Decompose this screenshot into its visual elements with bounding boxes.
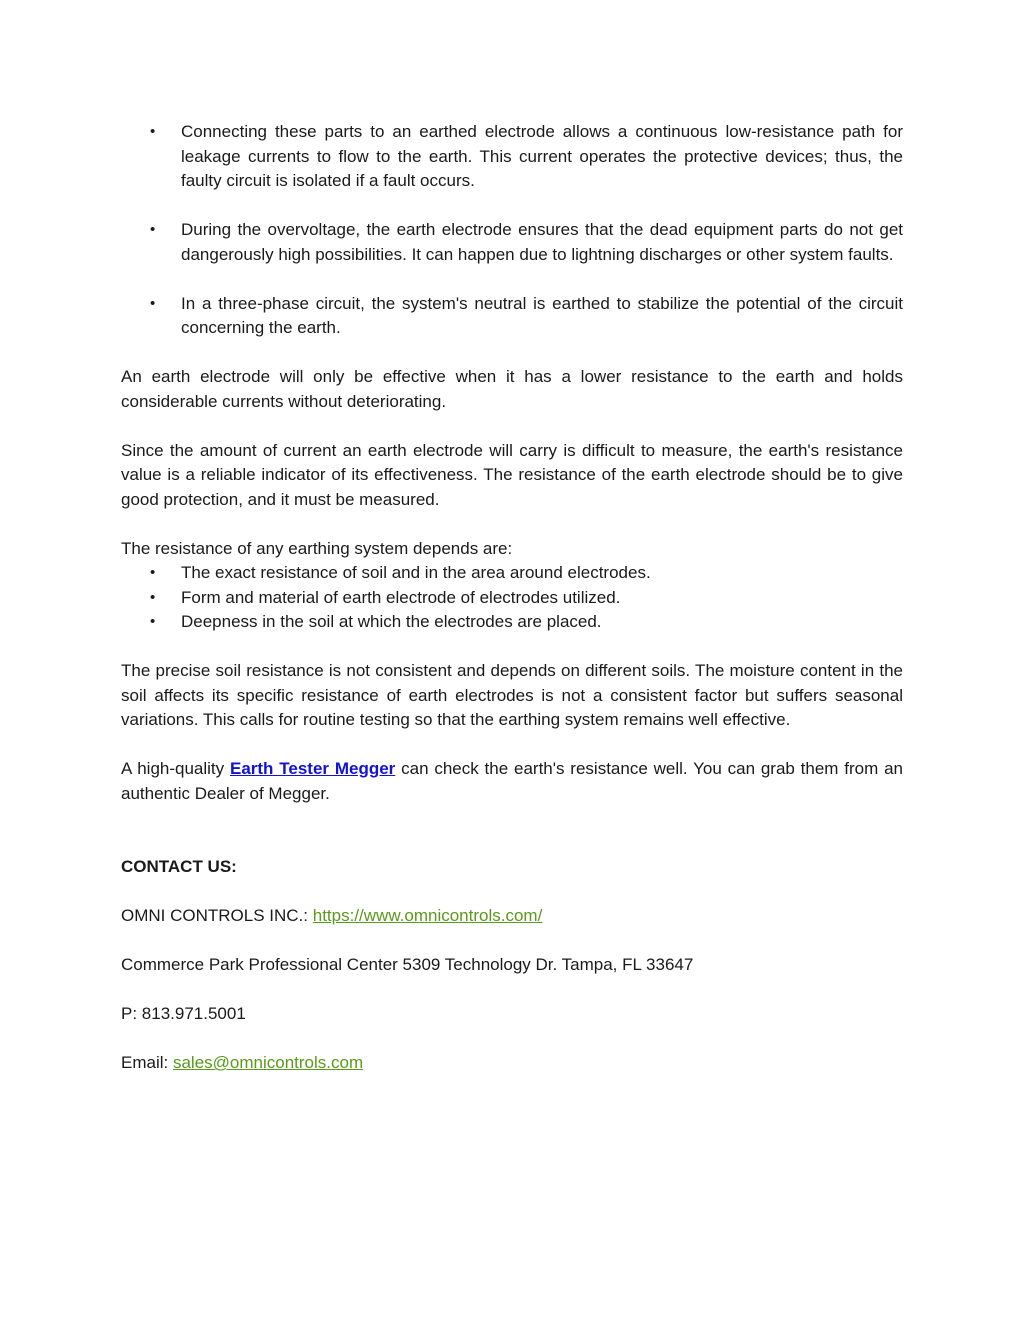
earth-tester-megger-link[interactable]: Earth Tester Megger <box>229 759 396 778</box>
list-item: • In a three-phase circuit, the system's neutral is earthed to stabilize the potential of the circuit concerning the earth. <box>121 292 903 341</box>
tester-text-after: can check the earth's resistance well. You can grab them from an authentic Dealer of Megger. <box>121 759 904 803</box>
website-link[interactable]: https://www.omnicontrols.com/ <box>312 906 543 925</box>
list-item: • Deepness in the soil at which the electrodes are placed. <box>121 610 903 635</box>
contact-company-line <box>121 904 903 929</box>
paragraph-effectiveness: An earth electrode will only be effective when it has a lower resistance to the earth and holds considerable currents without deteriorating. <box>121 367 903 411</box>
document-page <box>121 120 903 1100</box>
company-label: OMNI CONTROLS INC.: <box>121 906 313 925</box>
list-item: • Connecting these parts to an earthed electrode allows a continuous low-resistance path for leakage currents to flow to the earth. This current operates the protective devices; thus, the faulty circuit is isolated if a fault occurs. <box>121 120 903 194</box>
list-item: • The exact resistance of soil and in the area around electrodes. <box>121 561 903 586</box>
paragraph-earth-tester <box>121 757 903 806</box>
tester-text-before: A high-quality <box>121 759 230 778</box>
contact-phone: P: 813.971.5001 <box>121 1004 246 1023</box>
contact-address: Commerce Park Professional Center 5309 Technology Dr. Tampa, FL 33647 <box>121 955 694 974</box>
list-item: • Form and material of earth electrode of electrodes utilized. <box>121 586 903 611</box>
email-label: Email: <box>121 1053 173 1072</box>
contact-email-line <box>121 1051 903 1076</box>
depends-bullet-list <box>121 561 903 635</box>
paragraph-measurement: Since the amount of current an earth electrode will carry is difficult to measure, the earth's resistance value is a reliable indicator of its effectiveness. The resistance of the earth electrode should be to give good protection, and it must be measured. <box>121 440 903 509</box>
paragraph-depends-intro: The resistance of any earthing system depends are: <box>121 538 513 558</box>
email-link[interactable]: sales@omnicontrols.com <box>172 1053 364 1072</box>
list-item: • During the overvoltage, the earth electrode ensures that the dead equipment parts do not get dangerously high possibilities. It can happen due to lightning discharges or other system faults. <box>121 218 903 267</box>
contact-heading: CONTACT US: <box>121 857 237 876</box>
paragraph-soil-resistance: The precise soil resistance is not consistent and depends on different soils. The moisture content in the soil affects its specific resistance of earth electrodes is not a consistent factor but suffers seasonal variations. This calls for routine testing so that the earthing system remains well effective. <box>121 661 903 729</box>
intro-bullet-list <box>121 120 903 341</box>
